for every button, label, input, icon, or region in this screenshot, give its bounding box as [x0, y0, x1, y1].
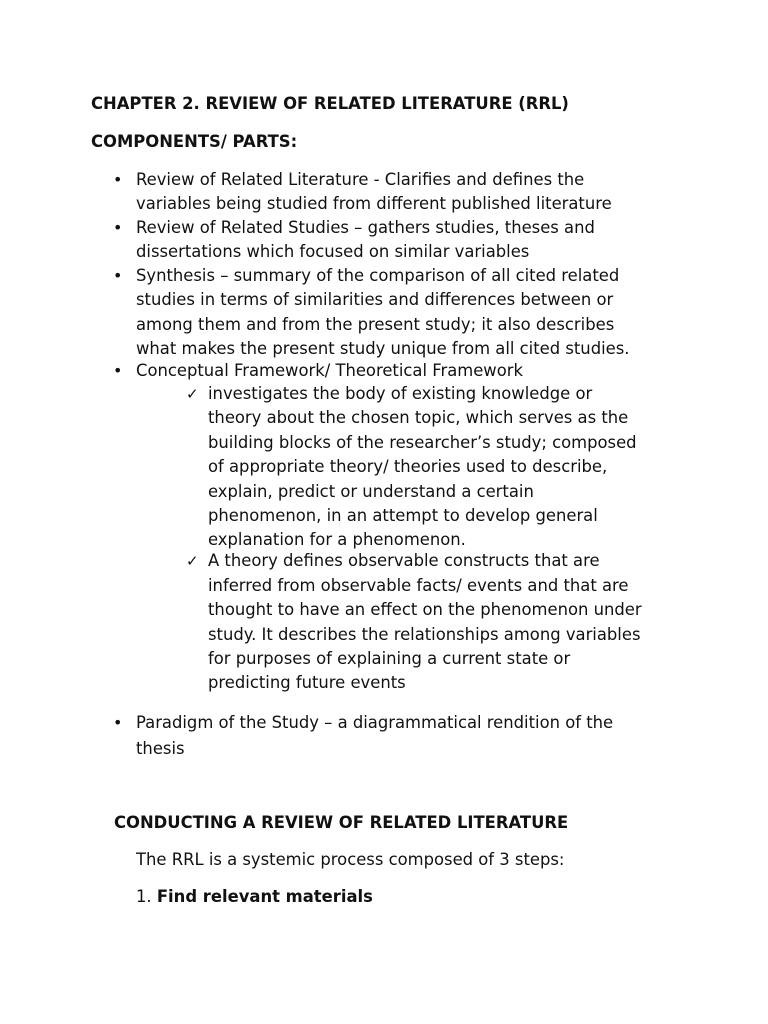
- list-item-line: variables being studied from different published literature: [136, 194, 612, 213]
- checkmark-icon: ✓: [186, 552, 199, 570]
- sub-list-item-line: A theory defines observable constructs that are: [208, 551, 600, 570]
- step-item: [136, 887, 373, 907]
- bullet-icon: •: [113, 266, 123, 285]
- list-item-line: Synthesis – summary of the comparison of all cited related: [136, 266, 620, 285]
- sub-list-item-line: study. It describes the relationships among variables: [208, 625, 641, 644]
- step-label: Find relevant materials: [156, 887, 373, 906]
- chapter-title: CHAPTER 2. REVIEW OF RELATED LITERATURE (RRL): [91, 94, 569, 113]
- sub-list-item-line: for purposes of explaining a current state or: [208, 649, 571, 668]
- list-item-line: studies in terms of similarities and differences between or: [136, 290, 614, 309]
- sub-list-item-line: building blocks of the researcher’s study; composed: [208, 433, 637, 452]
- sub-list-item-line: explanation for a phenomenon.: [208, 530, 466, 549]
- sub-list-item-line: investigates the body of existing knowledge or: [208, 384, 593, 403]
- checkmark-icon: ✓: [186, 385, 199, 403]
- bullet-icon: •: [113, 170, 123, 189]
- sub-list-item-line: of appropriate theory/ theories used to describe,: [208, 457, 608, 476]
- bullet-icon: •: [113, 218, 123, 237]
- conducting-intro: The RRL is a systemic process composed of 3 steps:: [136, 850, 565, 869]
- sub-list-item-line: theory about the chosen topic, which serves as the: [208, 408, 629, 427]
- list-item-line: Paradigm of the Study – a diagrammatical rendition of the: [136, 713, 614, 732]
- sub-list-item-line: thought to have an effect on the phenomenon under: [208, 600, 642, 619]
- list-item-line: Review of Related Studies – gathers studies, theses and: [136, 218, 595, 237]
- components-heading: COMPONENTS/ PARTS:: [91, 132, 298, 151]
- list-item-line: Conceptual Framework/ Theoretical Framework: [136, 361, 523, 380]
- list-item-line: thesis: [136, 739, 185, 758]
- sub-list-item-line: predicting future events: [208, 673, 406, 692]
- bullet-icon: •: [113, 713, 123, 732]
- sub-list-item-line: inferred from observable facts/ events and that are: [208, 576, 629, 595]
- bullet-icon: •: [113, 361, 123, 380]
- sub-list-item-line: phenomenon, in an attempt to develop general: [208, 506, 598, 525]
- list-item-line: among them and from the present study; it also describes: [136, 315, 615, 334]
- step-number: 1.: [136, 887, 157, 906]
- list-item-line: Review of Related Literature - Clarifies and defines the: [136, 170, 585, 189]
- list-item-line: dissertations which focused on similar variables: [136, 242, 530, 261]
- conducting-heading: CONDUCTING A REVIEW OF RELATED LITERATURE: [114, 813, 569, 832]
- list-item-line: what makes the present study unique from all cited studies.: [136, 339, 630, 358]
- sub-list-item-line: explain, predict or understand a certain: [208, 482, 534, 501]
